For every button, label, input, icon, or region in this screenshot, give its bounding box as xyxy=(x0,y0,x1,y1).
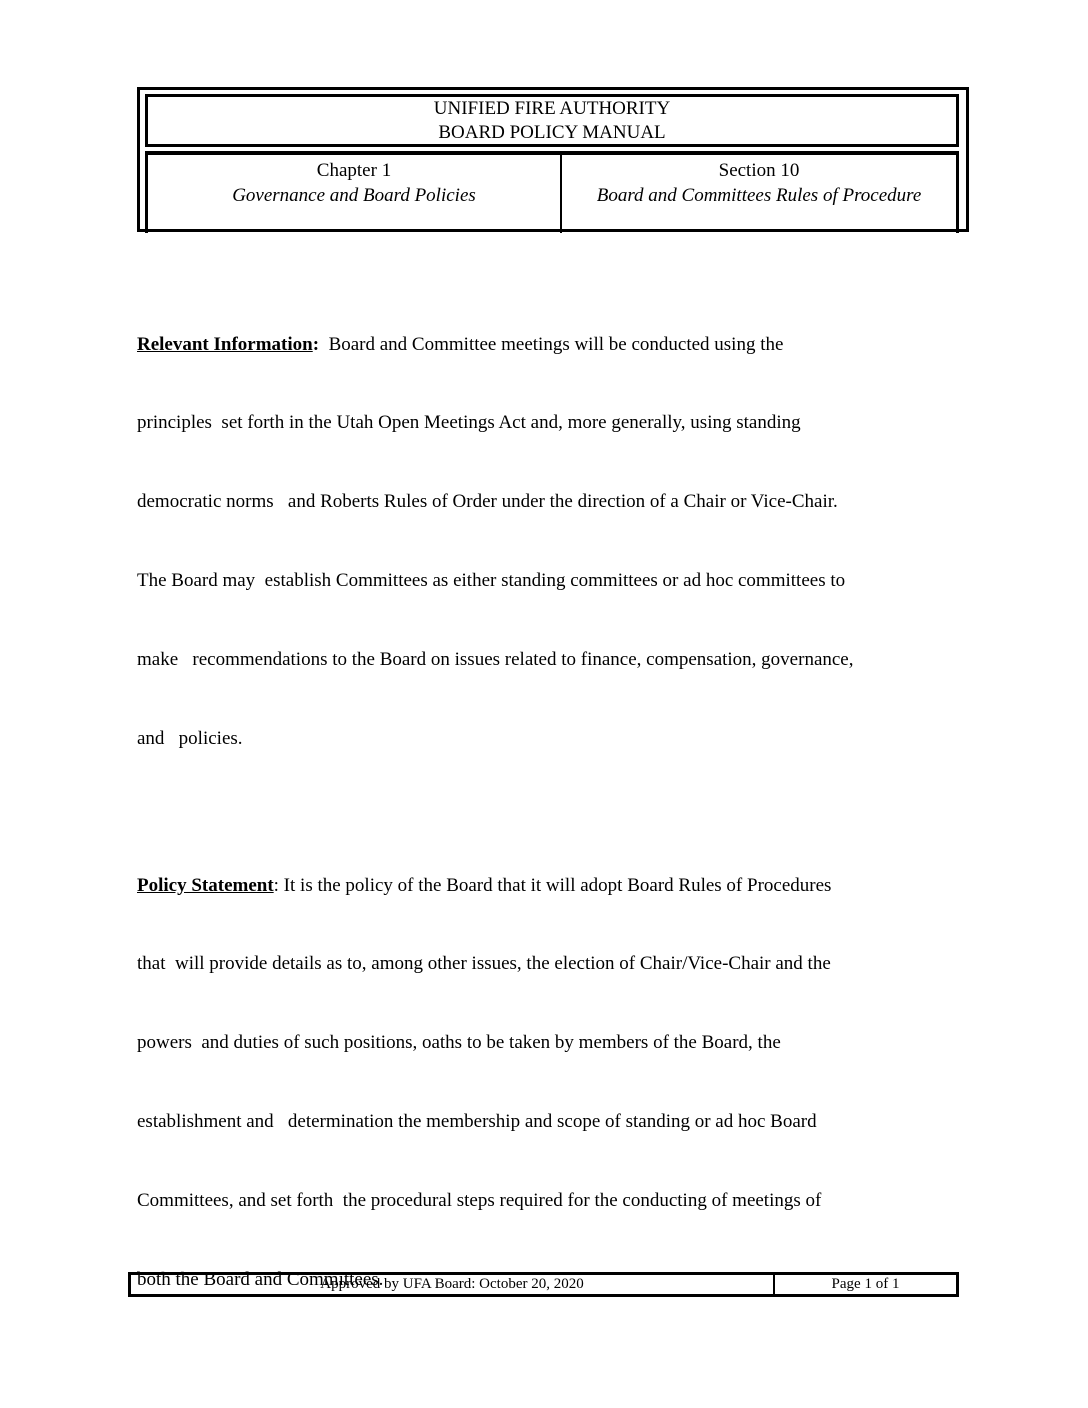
text-line: both the Board and Committees. xyxy=(137,1268,384,1290)
policy-statement-label: Policy Statement xyxy=(137,874,274,896)
chapter-title: Governance and Board Policies xyxy=(232,185,476,206)
page-number: Page 1 of 1 xyxy=(831,1276,900,1292)
section-cell xyxy=(562,155,956,233)
header-title-box xyxy=(145,94,959,147)
policy-statement-paragraph xyxy=(137,820,937,1346)
text-line: make recommendations to the Board on issues related to finance, compensation, governance, xyxy=(137,649,854,671)
label-colon: : xyxy=(312,333,320,355)
section-title: Board and Committees Rules of Procedure xyxy=(596,185,922,206)
text-line: principles set forth in the Utah Open Meetings Act and, more generally, using standing xyxy=(137,412,801,434)
text-line: establishment and determination the membership and scope of standing or ad hoc Board xyxy=(137,1111,817,1133)
relevant-information-label: Relevant Information xyxy=(137,333,313,355)
organization-name: UNIFIED FIRE AUTHORITY xyxy=(433,98,671,119)
text-line xyxy=(137,873,937,899)
document-header xyxy=(137,87,969,232)
text-line: and policies. xyxy=(137,728,243,750)
text-line: powers and duties of such positions, oaths to be taken by members of the Board, the xyxy=(137,1032,781,1054)
document-footer xyxy=(128,1272,959,1297)
line-text: Board and Committee meetings will be conducted using the xyxy=(319,333,784,355)
chapter-label: Chapter 1 xyxy=(316,160,392,181)
text-line: Committees, and set forth the procedural steps required for the conducting of meetings of xyxy=(137,1190,822,1212)
chapter-cell xyxy=(148,155,562,233)
text-line: that will provide details as to, among other issues, the election of Chair/Vice-Chair and the xyxy=(137,953,831,975)
manual-title: BOARD POLICY MANUAL xyxy=(438,122,666,143)
section-label: Section 10 xyxy=(718,160,800,181)
document-body xyxy=(137,279,937,1361)
text-line xyxy=(137,332,937,358)
approval-date: Approved by UFA Board: October 20, 2020 xyxy=(131,1275,775,1294)
text-line: democratic norms and Roberts Rules of Order under the direction of a Chair or Vice-Chair. xyxy=(137,491,838,513)
text-line: The Board may establish Committees as either standing committees or ad hoc committees to xyxy=(137,570,846,592)
header-chapter-section-row xyxy=(145,151,959,233)
relevant-information-paragraph xyxy=(137,279,937,805)
line-text: : It is the policy of the Board that it will adopt Board Rules of Procedures xyxy=(273,874,832,896)
